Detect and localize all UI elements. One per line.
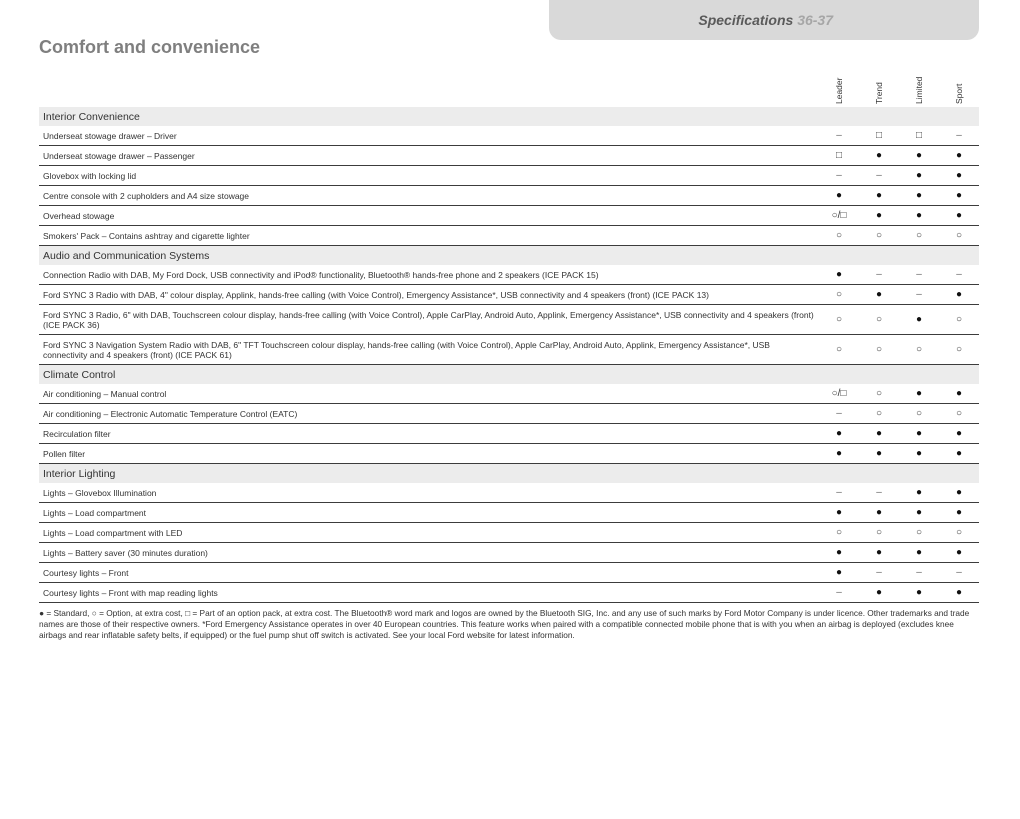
availability-limited: ○ (899, 523, 939, 543)
availability-leader: – (819, 483, 859, 503)
availability-limited: ● (899, 206, 939, 226)
availability-sport: ● (939, 543, 979, 563)
availability-leader: ○ (819, 523, 859, 543)
column-header-leader: Leader (834, 77, 844, 104)
section-title: Interior Convenience (39, 107, 979, 126)
spec-table-body (39, 107, 979, 603)
feature-name: Ford SYNC 3 Radio with DAB, 4" colour display, Applink, hands-free calling (with Voice Control), Emergency Assistance*, USB connectivity and 4 speakers (front) (ICE PACK 13) (39, 285, 819, 305)
availability-trend: ○ (859, 226, 899, 246)
section-header-row (39, 365, 979, 385)
availability-limited: – (899, 265, 939, 285)
availability-limited: – (899, 563, 939, 583)
availability-limited: ● (899, 503, 939, 523)
feature-name: Glovebox with locking lid (39, 166, 819, 186)
feature-name: Ford SYNC 3 Radio, 6" with DAB, Touchscreen colour display, hands-free calling (with Voice Control), Apple CarPlay, Android Auto, Applink, Emergency Assistance*, USB connectivity and 4 speakers (front) (ICE PACK 36) (39, 305, 819, 335)
availability-limited: ● (899, 146, 939, 166)
feature-name: Courtesy lights – Front (39, 563, 819, 583)
availability-leader: – (819, 583, 859, 603)
section-header-row (39, 464, 979, 484)
availability-leader: – (819, 166, 859, 186)
table-row (39, 265, 979, 285)
availability-sport: ○ (939, 226, 979, 246)
availability-sport: ● (939, 483, 979, 503)
feature-name: Underseat stowage drawer – Passenger (39, 146, 819, 166)
availability-trend: – (859, 265, 899, 285)
table-row (39, 335, 979, 365)
table-row (39, 206, 979, 226)
availability-sport: – (939, 563, 979, 583)
availability-leader: ○ (819, 335, 859, 365)
table-row (39, 424, 979, 444)
section-header-row (39, 246, 979, 266)
table-row (39, 404, 979, 424)
feature-name: Lights – Load compartment with LED (39, 523, 819, 543)
feature-name: Connection Radio with DAB, My Ford Dock, USB connectivity and iPod® functionality, Bluetooth® hands-free phone and 2 speakers (ICE PACK 15) (39, 265, 819, 285)
table-row (39, 226, 979, 246)
section-title: Audio and Communication Systems (39, 246, 979, 266)
availability-trend: ● (859, 444, 899, 464)
availability-sport: ● (939, 186, 979, 206)
availability-limited: ● (899, 424, 939, 444)
feature-name: Underseat stowage drawer – Driver (39, 126, 819, 146)
availability-limited: ○ (899, 335, 939, 365)
availability-trend: ○ (859, 305, 899, 335)
availability-sport: – (939, 126, 979, 146)
availability-leader: ● (819, 503, 859, 523)
table-row (39, 503, 979, 523)
availability-limited: □ (899, 126, 939, 146)
availability-trend: ● (859, 146, 899, 166)
availability-leader: ● (819, 265, 859, 285)
feature-name: Air conditioning – Manual control (39, 384, 819, 404)
table-row (39, 146, 979, 166)
table-row (39, 305, 979, 335)
availability-limited: ● (899, 444, 939, 464)
availability-sport: ● (939, 384, 979, 404)
availability-trend: □ (859, 126, 899, 146)
availability-trend: ○ (859, 335, 899, 365)
availability-limited: ● (899, 166, 939, 186)
feature-name: Pollen filter (39, 444, 819, 464)
availability-limited: – (899, 285, 939, 305)
availability-leader: ● (819, 563, 859, 583)
availability-sport: ● (939, 583, 979, 603)
feature-name: Recirculation filter (39, 424, 819, 444)
table-row (39, 186, 979, 206)
availability-sport: ○ (939, 523, 979, 543)
availability-sport: ● (939, 285, 979, 305)
availability-trend: ○ (859, 523, 899, 543)
availability-limited: ● (899, 583, 939, 603)
column-header-limited: Limited (914, 76, 924, 104)
feature-name: Overhead stowage (39, 206, 819, 226)
section-title: Interior Lighting (39, 464, 979, 484)
availability-leader: ○ (819, 226, 859, 246)
feature-name: Smokers' Pack – Contains ashtray and cigarette lighter (39, 226, 819, 246)
availability-trend: – (859, 166, 899, 186)
availability-sport: ● (939, 206, 979, 226)
table-row (39, 563, 979, 583)
feature-name: Centre console with 2 cupholders and A4 size stowage (39, 186, 819, 206)
availability-sport: ● (939, 166, 979, 186)
table-row (39, 523, 979, 543)
column-header-trend: Trend (874, 82, 884, 104)
table-row (39, 126, 979, 146)
availability-limited: ● (899, 186, 939, 206)
feature-name: Lights – Battery saver (30 minutes duration) (39, 543, 819, 563)
availability-sport: ● (939, 424, 979, 444)
availability-leader: ● (819, 186, 859, 206)
availability-trend: ● (859, 206, 899, 226)
availability-leader: – (819, 126, 859, 146)
availability-leader: ● (819, 424, 859, 444)
availability-limited: ● (899, 305, 939, 335)
section-header-row (39, 107, 979, 126)
availability-leader: ● (819, 543, 859, 563)
table-row (39, 483, 979, 503)
availability-leader: ● (819, 444, 859, 464)
header-pages: 36-37 (797, 12, 833, 28)
availability-sport: ○ (939, 305, 979, 335)
table-row (39, 543, 979, 563)
availability-limited: ● (899, 543, 939, 563)
column-header-sport: Sport (954, 83, 964, 104)
availability-trend: ○ (859, 384, 899, 404)
availability-trend: ● (859, 583, 899, 603)
availability-sport: ● (939, 444, 979, 464)
availability-trend: ● (859, 543, 899, 563)
availability-trend: ● (859, 424, 899, 444)
availability-trend: ○ (859, 404, 899, 424)
availability-limited: ● (899, 384, 939, 404)
availability-limited: ● (899, 483, 939, 503)
availability-trend: – (859, 563, 899, 583)
table-row (39, 384, 979, 404)
availability-leader: ○/□ (819, 206, 859, 226)
availability-limited: ○ (899, 404, 939, 424)
availability-sport: ● (939, 146, 979, 166)
availability-trend: ● (859, 285, 899, 305)
feature-name: Ford SYNC 3 Navigation System Radio with DAB, 6" TFT Touchscreen colour display, hands-free calling (with Voice Control), Apple CarPlay, Android Auto, Applink, Emergency Assistance*, USB connectivity and 4 speakers (front) (ICE PACK 61) (39, 335, 819, 365)
availability-trend: ● (859, 186, 899, 206)
table-row (39, 583, 979, 603)
header-section: Specifications (698, 12, 794, 28)
column-headers (819, 70, 979, 106)
availability-leader: ○ (819, 305, 859, 335)
spec-table (39, 107, 979, 603)
table-row (39, 166, 979, 186)
availability-sport: – (939, 265, 979, 285)
availability-leader: – (819, 404, 859, 424)
availability-trend: ● (859, 503, 899, 523)
availability-limited: ○ (899, 226, 939, 246)
availability-sport: ○ (939, 335, 979, 365)
header-tab (549, 0, 979, 40)
section-title: Climate Control (39, 365, 979, 385)
availability-leader: ○/□ (819, 384, 859, 404)
table-row (39, 444, 979, 464)
feature-name: Lights – Glovebox Illumination (39, 483, 819, 503)
feature-name: Courtesy lights – Front with map reading lights (39, 583, 819, 603)
availability-leader: □ (819, 146, 859, 166)
feature-name: Air conditioning – Electronic Automatic Temperature Control (EATC) (39, 404, 819, 424)
availability-sport: ● (939, 503, 979, 523)
availability-trend: – (859, 483, 899, 503)
table-row (39, 285, 979, 305)
feature-name: Lights – Load compartment (39, 503, 819, 523)
availability-leader: ○ (819, 285, 859, 305)
availability-sport: ○ (939, 404, 979, 424)
header-label (698, 12, 833, 28)
footnote: ● = Standard, ○ = Option, at extra cost, □ = Part of an option pack, at extra cost. The Bluetooth® word mark and logos are owned by the Bluetooth SIG, Inc. and any use of such marks by Ford Motor Company is under licence. Other trademarks and trade names are those of their respective owners. *Ford Emergency Assistance operates in over 40 European countries. This feature works when paired with a compatible connected mobile phone that is with you when an airbag is deployed (excludes knee airbags and rear inflatable safety belts, if equipped) or the fuel pump shut off switch is activated. See your local Ford website for latest information. (39, 608, 970, 640)
page-title: Comfort and convenience (39, 37, 261, 57)
